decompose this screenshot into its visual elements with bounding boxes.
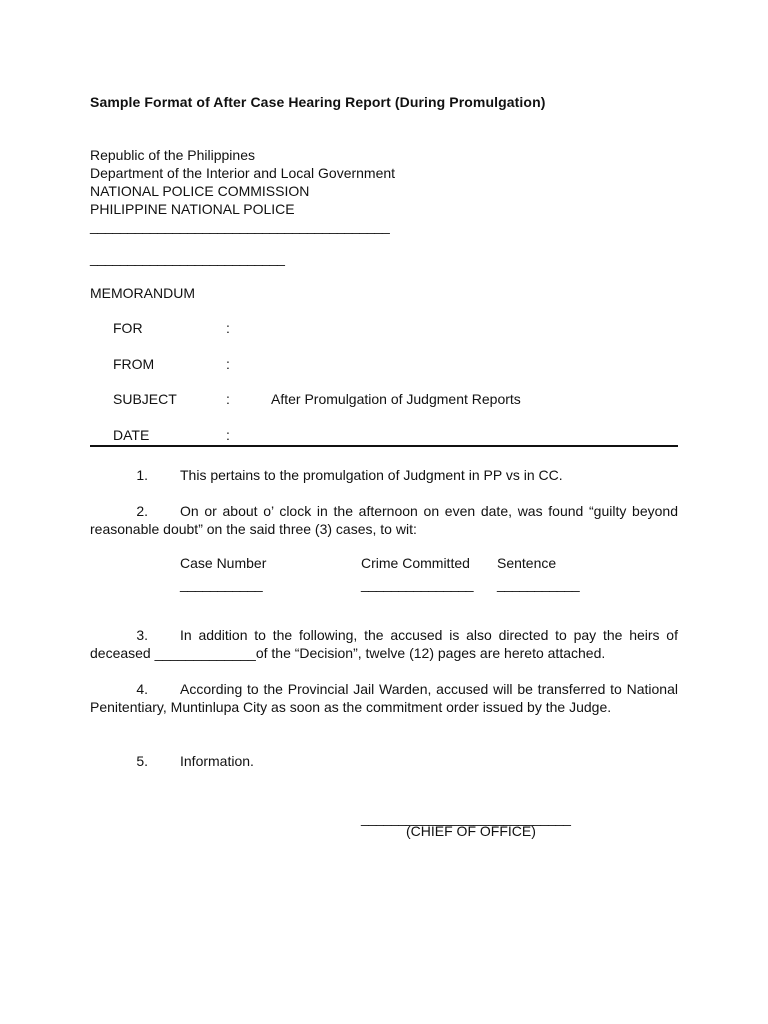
header-rule-long: ________________________________________	[90, 218, 390, 234]
table-blank-crime-committed: _______________	[361, 576, 474, 592]
memo-field-from-label: FROM	[113, 356, 155, 372]
header-rule-short: __________________________	[90, 250, 285, 266]
paragraph-3-number: 3.	[136, 627, 148, 643]
memo-field-subject-value: After Promulgation of Judgment Reports	[271, 391, 521, 407]
paragraph-3	[90, 626, 678, 662]
table-header-sentence: Sentence	[497, 555, 557, 571]
paragraph-4-text: According to the Provincial Jail Warden, accused will be transferred to National Penitentiary, Muntinlupa City as soon as the commitment order issued by the Judge.	[90, 681, 678, 715]
paragraph-2-text: On or about o’ clock in the afternoon on even date, was found “guilty beyond reasonable doubt” on the said three (3) cases, to wit:	[90, 503, 678, 537]
memo-field-subject-colon: :	[226, 391, 230, 407]
paragraph-5	[90, 752, 678, 770]
header-department: Department of the Interior and Local Government	[90, 165, 396, 181]
header-napolcom: NATIONAL POLICE COMMISSION	[90, 183, 310, 199]
memo-field-date-colon: :	[226, 427, 230, 443]
header-republic: Republic of the Philippines	[90, 147, 255, 163]
paragraph-5-text: Information.	[180, 753, 254, 769]
paragraph-2	[90, 502, 678, 538]
paragraph-3-text: In addition to the following, the accused is also directed to pay the heirs of deceased _____________of the “Decision”, twelve (12) pages are hereto attached.	[90, 627, 678, 661]
table-blank-case-number: ___________	[180, 576, 263, 592]
paragraph-4	[90, 680, 678, 716]
table-blank-sentence: ___________	[497, 576, 580, 592]
paragraph-2-number: 2.	[136, 503, 148, 519]
table-header-case-number: Case Number	[180, 555, 267, 571]
paragraph-1-number: 1.	[136, 467, 148, 483]
header-pnp: PHILIPPINE NATIONAL POLICE	[90, 201, 295, 217]
paragraph-5-number: 5.	[136, 753, 148, 769]
paragraph-1	[90, 466, 678, 484]
document-title: Sample Format of After Case Hearing Report (During Promulgation)	[90, 94, 546, 110]
memo-divider	[90, 445, 678, 447]
paragraph-4-number: 4.	[136, 681, 148, 697]
table-header-crime-committed: Crime Committed	[361, 555, 470, 571]
signature-line: ____________________________	[361, 810, 571, 826]
memo-field-subject-label: SUBJECT	[113, 391, 177, 407]
memo-field-from-colon: :	[226, 356, 230, 372]
memo-field-for-colon: :	[226, 320, 230, 336]
signature-caption: (CHIEF OF OFFICE)	[406, 823, 536, 839]
memo-field-date-label: DATE	[113, 427, 150, 443]
memo-field-for-label: FOR	[113, 320, 143, 336]
memorandum-label: MEMORANDUM	[90, 285, 195, 301]
paragraph-1-text: This pertains to the promulgation of Judgment in PP vs in CC.	[180, 467, 563, 483]
